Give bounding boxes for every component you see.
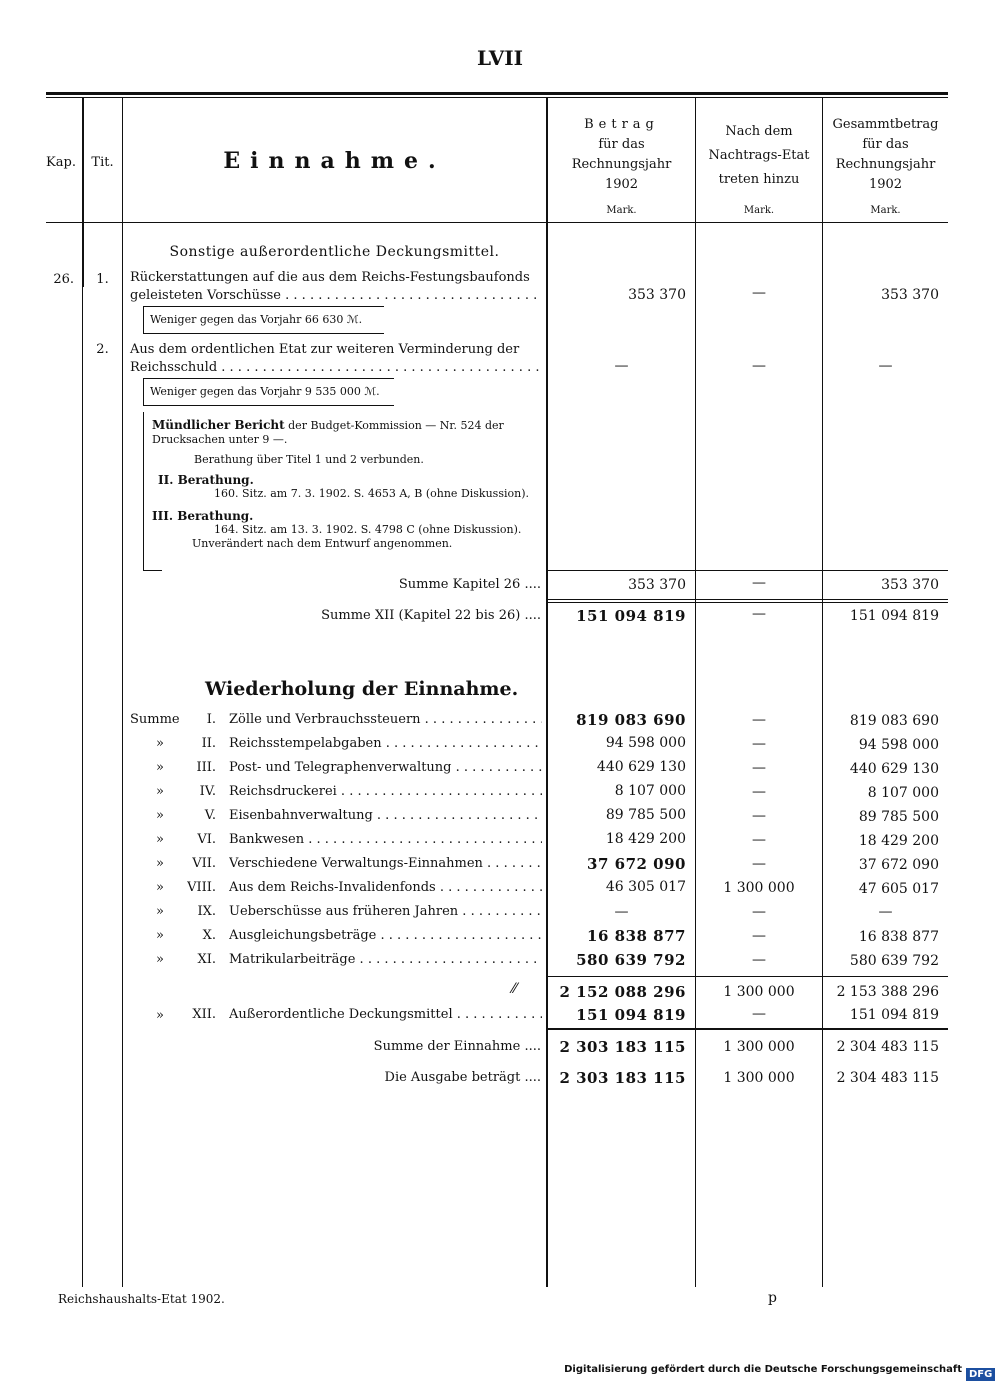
- item1-nachtrag: —: [752, 285, 766, 301]
- row-prefix: Summe: [130, 712, 180, 727]
- item2-note: Weniger gegen das Vorjahr 9 535 000 ℳ.: [150, 385, 380, 398]
- row-betrag: 46 305 017: [605, 879, 686, 895]
- subtotal-gesamt: 2 153 388 296: [836, 984, 939, 1000]
- col-line-tit: [122, 97, 123, 1287]
- row-gesamt: 580 639 792: [849, 953, 939, 969]
- row-roman: VIII.: [187, 880, 216, 895]
- xii-nachtrag: —: [752, 1006, 766, 1022]
- row-betrag: 37 672 090: [587, 855, 686, 873]
- sum-kap-nachtrag: —: [752, 575, 766, 591]
- row-label: Aus dem Reichs-Invalidenfonds . . .: [229, 880, 542, 895]
- section2-heading: Wiederholung der Einnahme.: [205, 678, 519, 700]
- sum-xii-rule: [546, 599, 948, 600]
- row-nachtrag: —: [752, 736, 766, 752]
- ausgabe-gesamt: 2 304 483 115: [836, 1070, 939, 1086]
- row-roman: V.: [204, 808, 216, 823]
- section1-heading: Sonstige außerordentliche Deckungsmittel.: [169, 244, 500, 260]
- item2-betrag: —: [614, 358, 629, 374]
- row-betrag: 89 785 500: [605, 807, 686, 823]
- header-col-nachtrag: Nach dem Nachtrags-Etat treten hinzu: [708, 124, 810, 187]
- row-label: Eisenbahnverwaltung . . .: [229, 808, 542, 823]
- row-prefix: »: [156, 808, 164, 823]
- sum-kap-gesamt: 353 370: [881, 577, 939, 593]
- footer-signature: p: [768, 1290, 777, 1306]
- row-prefix: »: [156, 928, 164, 943]
- header-title: Einnahme.: [223, 148, 446, 174]
- row-label: Zölle und Verbrauchssteuern . . .: [229, 712, 542, 727]
- subtotal-mark: ⁄⁄: [512, 981, 517, 997]
- row-label: Bankwesen . . .: [229, 832, 542, 847]
- item1-gesamt: 353 370: [881, 287, 939, 303]
- row-gesamt: 819 083 690: [849, 713, 939, 729]
- row-roman: IX.: [197, 904, 216, 919]
- item2-nachtrag: —: [752, 358, 766, 374]
- row-gesamt: 18 429 200: [858, 833, 939, 849]
- row-label: Verschiedene Verwaltungs-Einnahmen . . .: [229, 856, 542, 871]
- row-gesamt: 16 838 877: [858, 929, 939, 945]
- row-nachtrag: —: [752, 784, 766, 800]
- row-label: Ueberschüsse aus früheren Jahren . . .: [229, 904, 542, 919]
- header-col-gesamt: Gesammtbetrag für das Rechnungsjahr 1902: [832, 117, 939, 192]
- col-line-nachtrag: [695, 97, 696, 1287]
- total-label: Summe der Einnahme ....: [373, 1039, 541, 1054]
- item2-line2: Reichsschuld . . .: [130, 360, 542, 375]
- row-gesamt: 47 605 017: [858, 881, 939, 897]
- row-roman: IV.: [199, 784, 216, 799]
- header-kap: Kap.: [46, 155, 76, 170]
- item2-gesamt: —: [878, 358, 893, 374]
- dfg-logo: DFG: [966, 1362, 995, 1381]
- item2-line1: Aus dem ordentlichen Etat zur weiteren Verminderung der: [130, 342, 520, 357]
- row-betrag: 8 107 000: [614, 783, 686, 799]
- tit-2: 2.: [96, 342, 109, 357]
- unit-gesamt: Mark.: [870, 205, 901, 216]
- row-roman: X.: [202, 928, 216, 943]
- row-nachtrag: —: [752, 904, 766, 920]
- row-gesamt: 94 598 000: [858, 737, 939, 753]
- row-prefix: »: [156, 904, 164, 919]
- unit-nachtrag: Mark.: [743, 205, 775, 216]
- row-nachtrag: 1 300 000: [723, 880, 795, 896]
- row-prefix: »: [156, 736, 164, 751]
- header-rule: [46, 222, 948, 223]
- xii-betrag: 151 094 819: [576, 1006, 686, 1024]
- row-nachtrag: —: [752, 712, 766, 728]
- row-prefix: »: [156, 856, 164, 871]
- row-nachtrag: —: [752, 928, 766, 944]
- item1-note: Weniger gegen das Vorjahr 66 630 ℳ.: [150, 313, 363, 326]
- row-betrag: 580 639 792: [576, 951, 686, 969]
- row-gesamt: 37 672 090: [858, 857, 939, 873]
- page-number: LVII: [477, 46, 523, 70]
- total-betrag: 2 303 183 115: [559, 1038, 686, 1056]
- tit-1: 1.: [96, 272, 109, 287]
- report-block: Mündlicher Bericht der Budget-Kommission — Nr. 524 der Drucksachen unter 9 —. Berathung über Titel 1 und 2 verbunden. II. Berathung. 160. Sitz. am 7. 3. 1902. S. 4653 A, B (ohne Diskussion). III. Berathung. 164. Sitz. am 13. 3. 1902. S. 4798 C (ohne Diskussion). Unverändert nach dem Entwurf angenommen.: [152, 418, 529, 550]
- sum-xii-gesamt: 151 094 819: [849, 608, 939, 624]
- total-rule: [546, 1028, 948, 1030]
- subtotal-rule: [546, 976, 948, 977]
- row-label: Reichsdruckerei . . .: [229, 784, 542, 799]
- sum-xii-label: Summe XII (Kapitel 22 bis 26) ....: [321, 608, 541, 623]
- row-nachtrag: —: [752, 856, 766, 872]
- item1-line2: geleisteten Vorschüsse . . .: [130, 288, 542, 303]
- unit-betrag: Mark.: [606, 205, 637, 216]
- row-label: Ausgleichungsbeträge . . .: [229, 928, 542, 943]
- row-betrag: 94 598 000: [605, 735, 686, 751]
- row-gesamt: 89 785 500: [858, 809, 939, 825]
- row-label: Post- und Telegraphenverwaltung . . .: [229, 760, 542, 775]
- sum-xii-rule2: [546, 602, 948, 603]
- sum-kap-label: Summe Kapitel 26 ....: [398, 577, 541, 592]
- row-roman: II.: [201, 736, 216, 751]
- header-col-betrag: Betrag für das Rechnungsjahr 1902: [571, 117, 672, 192]
- row-betrag: —: [614, 904, 629, 920]
- ausgabe-label: Die Ausgabe beträgt ....: [384, 1070, 541, 1085]
- row-roman: VII.: [192, 856, 216, 871]
- footer-digitalization: Digitalisierung gefördert durch die Deutsche Forschungsgemeinschaft: [564, 1364, 962, 1375]
- sum-xii-nachtrag: —: [752, 606, 766, 622]
- ausgabe-nachtrag: 1 300 000: [723, 1070, 795, 1086]
- row-betrag: 16 838 877: [587, 927, 686, 945]
- xii-roman: XII.: [192, 1007, 216, 1022]
- row-label: Matrikularbeiträge . . .: [229, 952, 542, 967]
- footer-left: Reichshaushalts-Etat 1902.: [58, 1292, 225, 1306]
- row-roman: I.: [206, 712, 216, 727]
- row-gesamt: 8 107 000: [867, 785, 939, 801]
- row-gesamt: —: [878, 904, 893, 920]
- row-betrag: 819 083 690: [576, 711, 686, 729]
- row-nachtrag: —: [752, 832, 766, 848]
- kap-number: 26.: [53, 272, 74, 287]
- row-nachtrag: —: [752, 952, 766, 968]
- header-tit: Tit.: [91, 155, 114, 170]
- row-prefix: »: [156, 784, 164, 799]
- sum-kap-betrag: 353 370: [628, 577, 686, 593]
- total-nachtrag: 1 300 000: [723, 1039, 795, 1055]
- total-gesamt: 2 304 483 115: [836, 1039, 939, 1055]
- sum-xii-betrag: 151 094 819: [576, 607, 686, 625]
- row-prefix: »: [156, 760, 164, 775]
- row-nachtrag: —: [752, 760, 766, 776]
- row-betrag: 440 629 130: [596, 759, 686, 775]
- xii-pre: »: [156, 1008, 164, 1023]
- item1-betrag: 353 370: [628, 287, 686, 303]
- row-prefix: »: [156, 952, 164, 967]
- row-nachtrag: —: [752, 808, 766, 824]
- sum-kap-rule: [546, 570, 948, 571]
- row-prefix: »: [156, 832, 164, 847]
- row-roman: XI.: [197, 952, 216, 967]
- subtotal-nachtrag: 1 300 000: [723, 984, 795, 1000]
- top-rule: [46, 92, 948, 95]
- xii-label: Außerordentliche Deckungsmittel . . .: [229, 1007, 542, 1022]
- xii-gesamt: 151 094 819: [849, 1007, 939, 1023]
- row-betrag: 18 429 200: [605, 831, 686, 847]
- row-roman: VI.: [197, 832, 216, 847]
- top-rule-thin: [46, 97, 948, 98]
- col-line-betrag: [546, 97, 548, 1287]
- subtotal-betrag: 2 152 088 296: [559, 983, 686, 1001]
- row-prefix: »: [156, 880, 164, 895]
- row-gesamt: 440 629 130: [849, 761, 939, 777]
- item1-line1: Rückerstattungen auf die aus dem Reichs-Festungsbaufonds: [130, 270, 530, 285]
- row-label: Reichsstempelabgaben . . .: [229, 736, 542, 751]
- col-line-gesamt: [822, 97, 823, 1287]
- row-roman: III.: [196, 760, 216, 775]
- ausgabe-betrag: 2 303 183 115: [559, 1069, 686, 1087]
